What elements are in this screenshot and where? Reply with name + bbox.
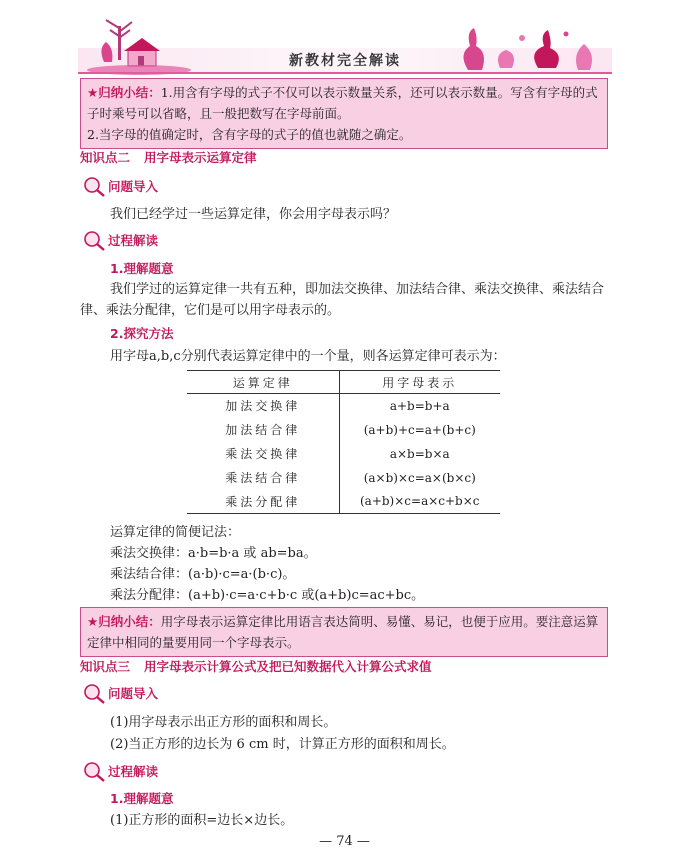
table-row xyxy=(187,394,500,418)
knowledge-point-title: 用字母表示运算定律 xyxy=(144,150,257,165)
table-header-row xyxy=(187,371,500,394)
process-heading xyxy=(82,760,158,782)
header-title: 新教材完全解读 xyxy=(289,53,401,69)
table-cell: 加法交换律 xyxy=(187,394,339,418)
step-method-text: 用字母a,b,c分别代表运算定律中的一个量，则各运算定律可表示为： xyxy=(110,349,506,364)
table-cell: a+b=b+a xyxy=(389,398,450,413)
summary-box-1 xyxy=(80,78,608,149)
summary-line-2: 2.当字母的值确定时，含有字母的式子的值也就随之确定。 xyxy=(87,127,412,142)
knowledge-point-3-heading xyxy=(80,657,432,675)
knowledge-point-label: 知识点二 xyxy=(80,150,131,165)
table-cell: 加法结合律 xyxy=(187,418,339,442)
problem-intro-heading xyxy=(82,175,158,197)
shorthand-line: 乘法结合律：(a·b)·c=a·(b·c)。 xyxy=(110,567,296,582)
step-understand-text: 我们学过的运算定律一共有五种，即加法交换律、加法结合律、乘法交换律、乘法结合律、乘法分配律，它们是可以用字母表示的。 xyxy=(80,282,605,318)
table-cell: 乘法分配律 xyxy=(187,490,339,514)
table-row xyxy=(187,418,500,442)
page-number: — 74 — xyxy=(319,834,370,849)
page-header xyxy=(78,18,612,74)
table-row xyxy=(187,466,500,490)
problem-intro-text: 我们已经学过一些运算定律，你会用字母表示吗？ xyxy=(110,207,397,222)
table-cell: (a+b)+c=a+(b+c) xyxy=(363,422,476,437)
summary-lead: ★归纳小结： xyxy=(87,614,161,629)
shorthand-line: 乘法交换律：a·b=b·a 或 ab=ba。 xyxy=(110,546,317,561)
step-understand: 1.理解题意 xyxy=(110,791,174,806)
question-1: (1)用字母表示出正方形的面积和周长。 xyxy=(110,715,337,730)
shorthand-title: 运算定律的简便记法： xyxy=(110,525,241,540)
step-method: 2.探究方法 xyxy=(110,326,174,341)
summary-text: 用字母表示运算定律比用语言表达简明、易懂、易记，也便于应用。要注意运算定律中相同的量要用同一个字母表示。 xyxy=(87,614,599,650)
table-row xyxy=(187,490,500,514)
problem-intro-label: 问题导入 xyxy=(108,686,159,701)
magnifier-icon xyxy=(82,760,106,782)
table-cell: a×b=b×a xyxy=(389,446,450,461)
step-understand: 1.理解题意 xyxy=(110,261,174,276)
summary-lead: ★归纳小结： xyxy=(87,85,161,100)
step-understand-text: (1)正方形的面积=边长×边长。 xyxy=(110,813,294,828)
table-cell: 乘法结合律 xyxy=(187,466,339,490)
summary-box-2 xyxy=(80,607,608,657)
knowledge-point-label: 知识点三 xyxy=(80,659,131,674)
shorthand-line: 乘法分配律：(a+b)·c=a·c+b·c 或(a+b)c=ac+bc。 xyxy=(110,588,425,603)
table-header: 用字母表示 xyxy=(339,371,500,394)
problem-intro-heading xyxy=(82,682,158,704)
question-2: (2)当正方形的边长为 6 cm 时，计算正方形的面积和周长。 xyxy=(110,737,455,752)
magnifier-icon xyxy=(82,229,106,251)
rabbit-decoration-icon xyxy=(448,24,608,74)
knowledge-point-2-heading xyxy=(80,148,257,166)
table-row xyxy=(187,442,500,466)
knowledge-point-title: 用字母表示计算公式及把已知数据代入计算公式求值 xyxy=(144,659,432,674)
table-cell: (a×b)×c=a×(b×c) xyxy=(363,470,476,485)
process-heading xyxy=(82,229,158,251)
process-label: 过程解读 xyxy=(108,233,159,248)
table-cell: (a+b)×c=a×c+b×c xyxy=(339,490,500,514)
table-cell: 乘法交换律 xyxy=(187,442,339,466)
summary-text: 1.用含有字母的式子不仅可以表示数量关系，还可以表示数量。写含有字母的式子时乘号可以省略，且一般把数写在字母前面。 xyxy=(87,85,598,121)
table-header: 运算定律 xyxy=(187,371,339,394)
magnifier-icon xyxy=(82,682,106,704)
rules-table xyxy=(187,370,500,514)
magnifier-icon xyxy=(82,175,106,197)
problem-intro-label: 问题导入 xyxy=(108,179,159,194)
process-label: 过程解读 xyxy=(108,764,159,779)
